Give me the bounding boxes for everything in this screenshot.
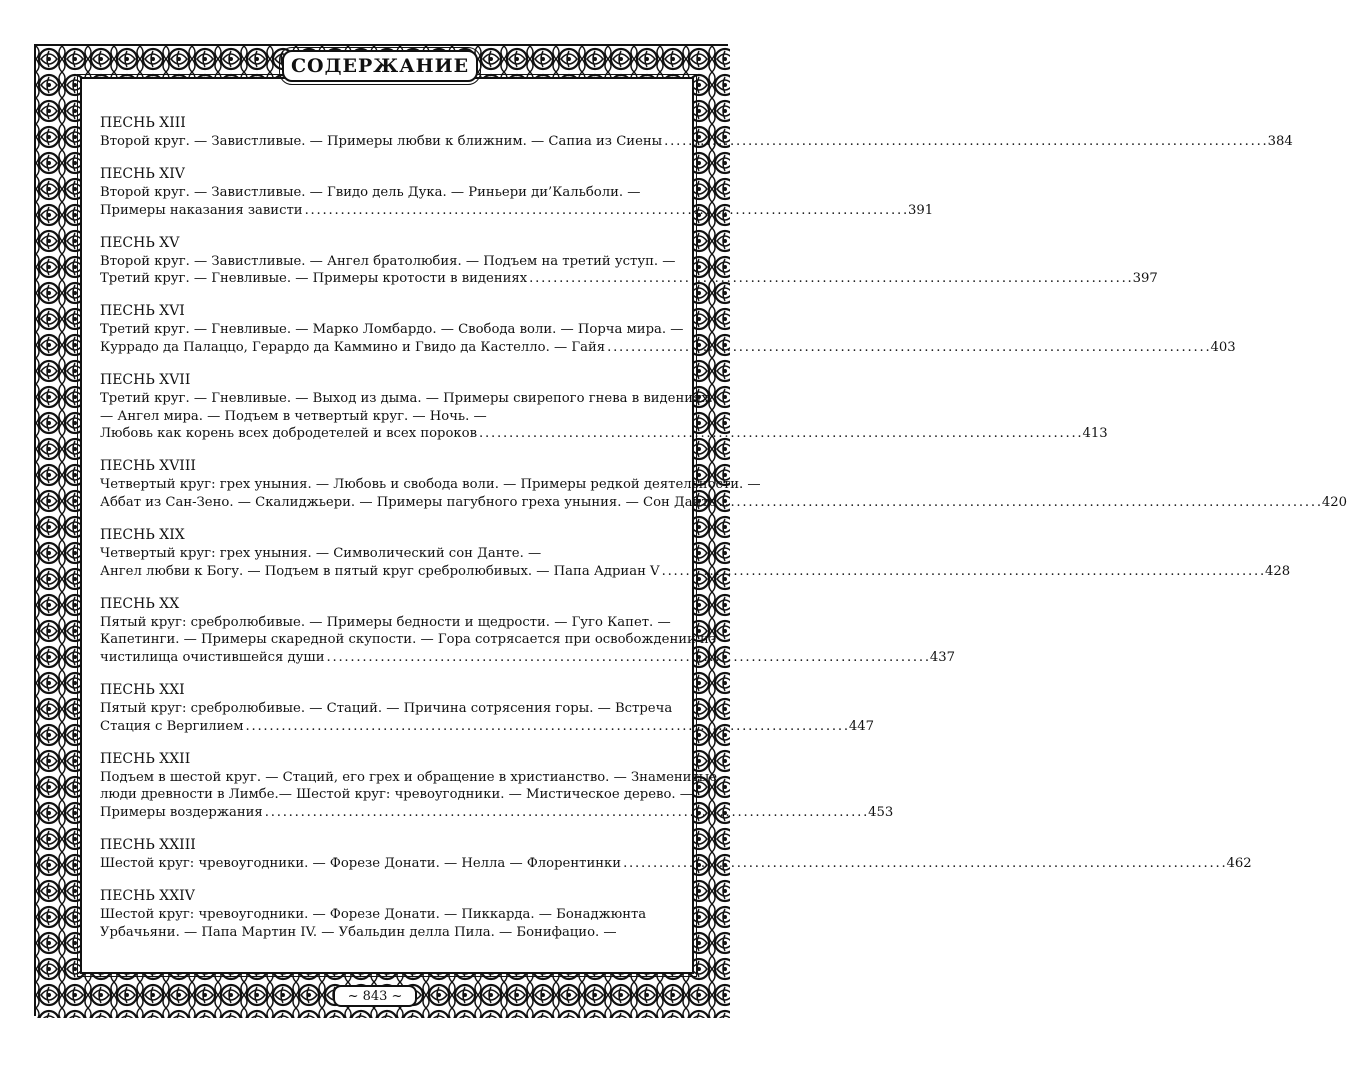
entry-line: Третий круг. — Гневливые. — Марко Ломбардо. — Свобода воли. — Порча мира. — xyxy=(100,322,684,338)
canto-title: ПЕСНЬ XXII xyxy=(100,750,191,767)
entry-line xyxy=(100,270,1158,288)
entry-page-number: 391 xyxy=(907,202,934,218)
entry-line xyxy=(100,494,1347,512)
entry-line xyxy=(100,804,894,822)
entry-line xyxy=(100,425,1108,443)
entry-line: Пятый круг: сребролюбивые. — Примеры бедности и щедрости. — Гуго Капет. — xyxy=(100,614,671,630)
canto-title: ПЕСНЬ XXIII xyxy=(100,837,196,854)
entry-page-number: 403 xyxy=(1210,340,1236,356)
canto-title: ПЕСНЬ XX xyxy=(100,595,180,612)
entry-page-number: 384 xyxy=(1267,134,1293,149)
dot-leader xyxy=(660,563,1265,581)
canto-title: ПЕСНЬ XVII xyxy=(100,372,191,389)
dot-leader xyxy=(263,804,868,822)
canto-title: ПЕСНЬ XIII xyxy=(100,115,186,131)
dot-leader xyxy=(527,270,1132,288)
entry-text: Аббат из Сан-Зено. — Скалиджьери. — Примеры пагубного греха уныния. — Сон Данте xyxy=(100,495,717,511)
entry-line: — Ангел мира. — Подъем в четвертый круг. — Ночь. — xyxy=(100,408,487,424)
entry-text: Куррадо да Палаццо, Герардо да Каммино и Гвидо да Кастелло. — Гайя xyxy=(100,340,606,356)
entry-line: Второй круг. — Завистливые. — Ангел братолюбия. — Подъем на третий уступ. — xyxy=(100,253,676,269)
dot-leader xyxy=(477,425,1082,443)
entry-line: Шестой круг: чревоугодники. — Форезе Донати. — Пиккарда. — Бонаджюнта xyxy=(100,907,647,923)
entry-text: Урбачьяни. — Папа Мартин IV. — Убальдин делла Пила. — Бонифацио. — xyxy=(100,924,617,940)
entry-text: Третий круг. — Гневливые. — Примеры кротости в видениях xyxy=(100,271,528,287)
entry-page-number: 453 xyxy=(868,804,894,820)
dot-leader xyxy=(303,202,908,220)
dot-leader xyxy=(243,718,848,736)
canto-title: ПЕСНЬ XVI xyxy=(100,303,185,320)
entry-page-number: 462 xyxy=(1226,856,1252,872)
entry-line xyxy=(100,563,1291,581)
entry-line xyxy=(100,718,875,736)
entry-line xyxy=(100,855,1252,873)
entry-text: Шестой круг: чревоугодники. — Форезе Донати. — Нелла — Флорентинки xyxy=(100,856,622,872)
entry-text: Любовь как корень всех добродетелей и всех пороков xyxy=(100,426,478,442)
entry-text: Примеры наказания зависти xyxy=(100,202,303,218)
canto-title: ПЕСНЬ XIX xyxy=(100,527,185,544)
canto-title: ПЕСНЬ XXIV xyxy=(100,888,195,905)
dot-leader xyxy=(605,339,1210,357)
entry-text: чистилища очистившейся души xyxy=(100,650,325,665)
toc-entry xyxy=(100,750,894,822)
dot-leader xyxy=(621,855,1226,873)
entry-line: Пятый круг: сребролюбивые. — Стаций. — Причина сотрясения горы. — Встреча xyxy=(100,701,673,717)
toc-entry xyxy=(100,234,1158,288)
toc-entry xyxy=(100,302,1236,356)
page-number: ~ 843 ~ xyxy=(347,988,403,1004)
entry-page-number: 420 xyxy=(1321,495,1347,511)
entry-line: Четвертый круг: грех уныния. — Любовь и свобода воли. — Примеры редкой деятельности. — xyxy=(100,477,761,493)
entry-line: Подъем в шестой круг. — Стаций, его грех и обращение в христианство. — Знаменитые xyxy=(100,769,718,785)
entry-page-number: 447 xyxy=(848,718,875,734)
toc-entry xyxy=(100,114,1293,151)
entry-line xyxy=(100,133,1293,151)
table-of-contents xyxy=(100,114,1347,956)
entry-line: Капетинги. — Примеры скаредной скупости. — Гора сотрясается при освобождении из xyxy=(100,632,717,648)
toc-entry xyxy=(100,526,1291,580)
entry-text: Ангел любви к Богу. — Подъем в пятый круг сребролюбивых. — Папа Адриан V xyxy=(100,563,660,579)
toc-entry xyxy=(100,371,1108,443)
entry-page-number: 437 xyxy=(929,650,956,665)
toc-entry xyxy=(100,836,1252,873)
page-number-plaque xyxy=(333,985,417,1007)
toc-entry xyxy=(100,681,875,735)
dot-leader xyxy=(716,494,1321,512)
canto-title: ПЕСНЬ XIV xyxy=(100,166,185,183)
entry-page-number: 413 xyxy=(1082,426,1108,442)
page-title: СОДЕРЖАНИЕ xyxy=(290,55,470,77)
entry-line: Второй круг. — Завистливые. — Гвидо дель Дука. — Риньери ди’Кальболи. — xyxy=(100,185,641,201)
entry-line xyxy=(100,924,666,942)
entry-line xyxy=(100,339,1236,357)
entry-page-number: 428 xyxy=(1264,563,1291,579)
entry-text: Стация с Вергилием xyxy=(100,718,244,734)
entry-line xyxy=(100,202,934,220)
canto-title: ПЕСНЬ XXI xyxy=(100,682,185,699)
toc-entry xyxy=(100,165,934,219)
entry-line xyxy=(100,649,956,667)
entry-line: Четвертый круг: грех уныния. — Символический сон Данте. — xyxy=(100,546,542,562)
canto-title: ПЕСНЬ XV xyxy=(100,234,180,251)
toc-entry xyxy=(100,887,666,941)
canto-title: ПЕСНЬ XVIII xyxy=(100,458,196,475)
entry-text: Второй круг. — Завистливые. — Примеры любви к ближним. — Сапиа из Сиены xyxy=(100,134,663,149)
dot-leader xyxy=(324,649,929,667)
entry-text: Примеры воздержания xyxy=(100,804,263,820)
entry-line: люди древности в Лимбе.— Шестой круг: чревоугодники. — Мистическое дерево. — xyxy=(100,787,693,803)
dot-leader xyxy=(662,133,1267,151)
entry-line: Третий круг. — Гневливые. — Выход из дыма. — Примеры свирепого гнева в видениях. xyxy=(100,391,713,407)
toc-entry xyxy=(100,595,956,667)
toc-entry xyxy=(100,457,1347,511)
entry-page-number: 397 xyxy=(1132,271,1158,287)
title-plaque xyxy=(282,50,478,82)
